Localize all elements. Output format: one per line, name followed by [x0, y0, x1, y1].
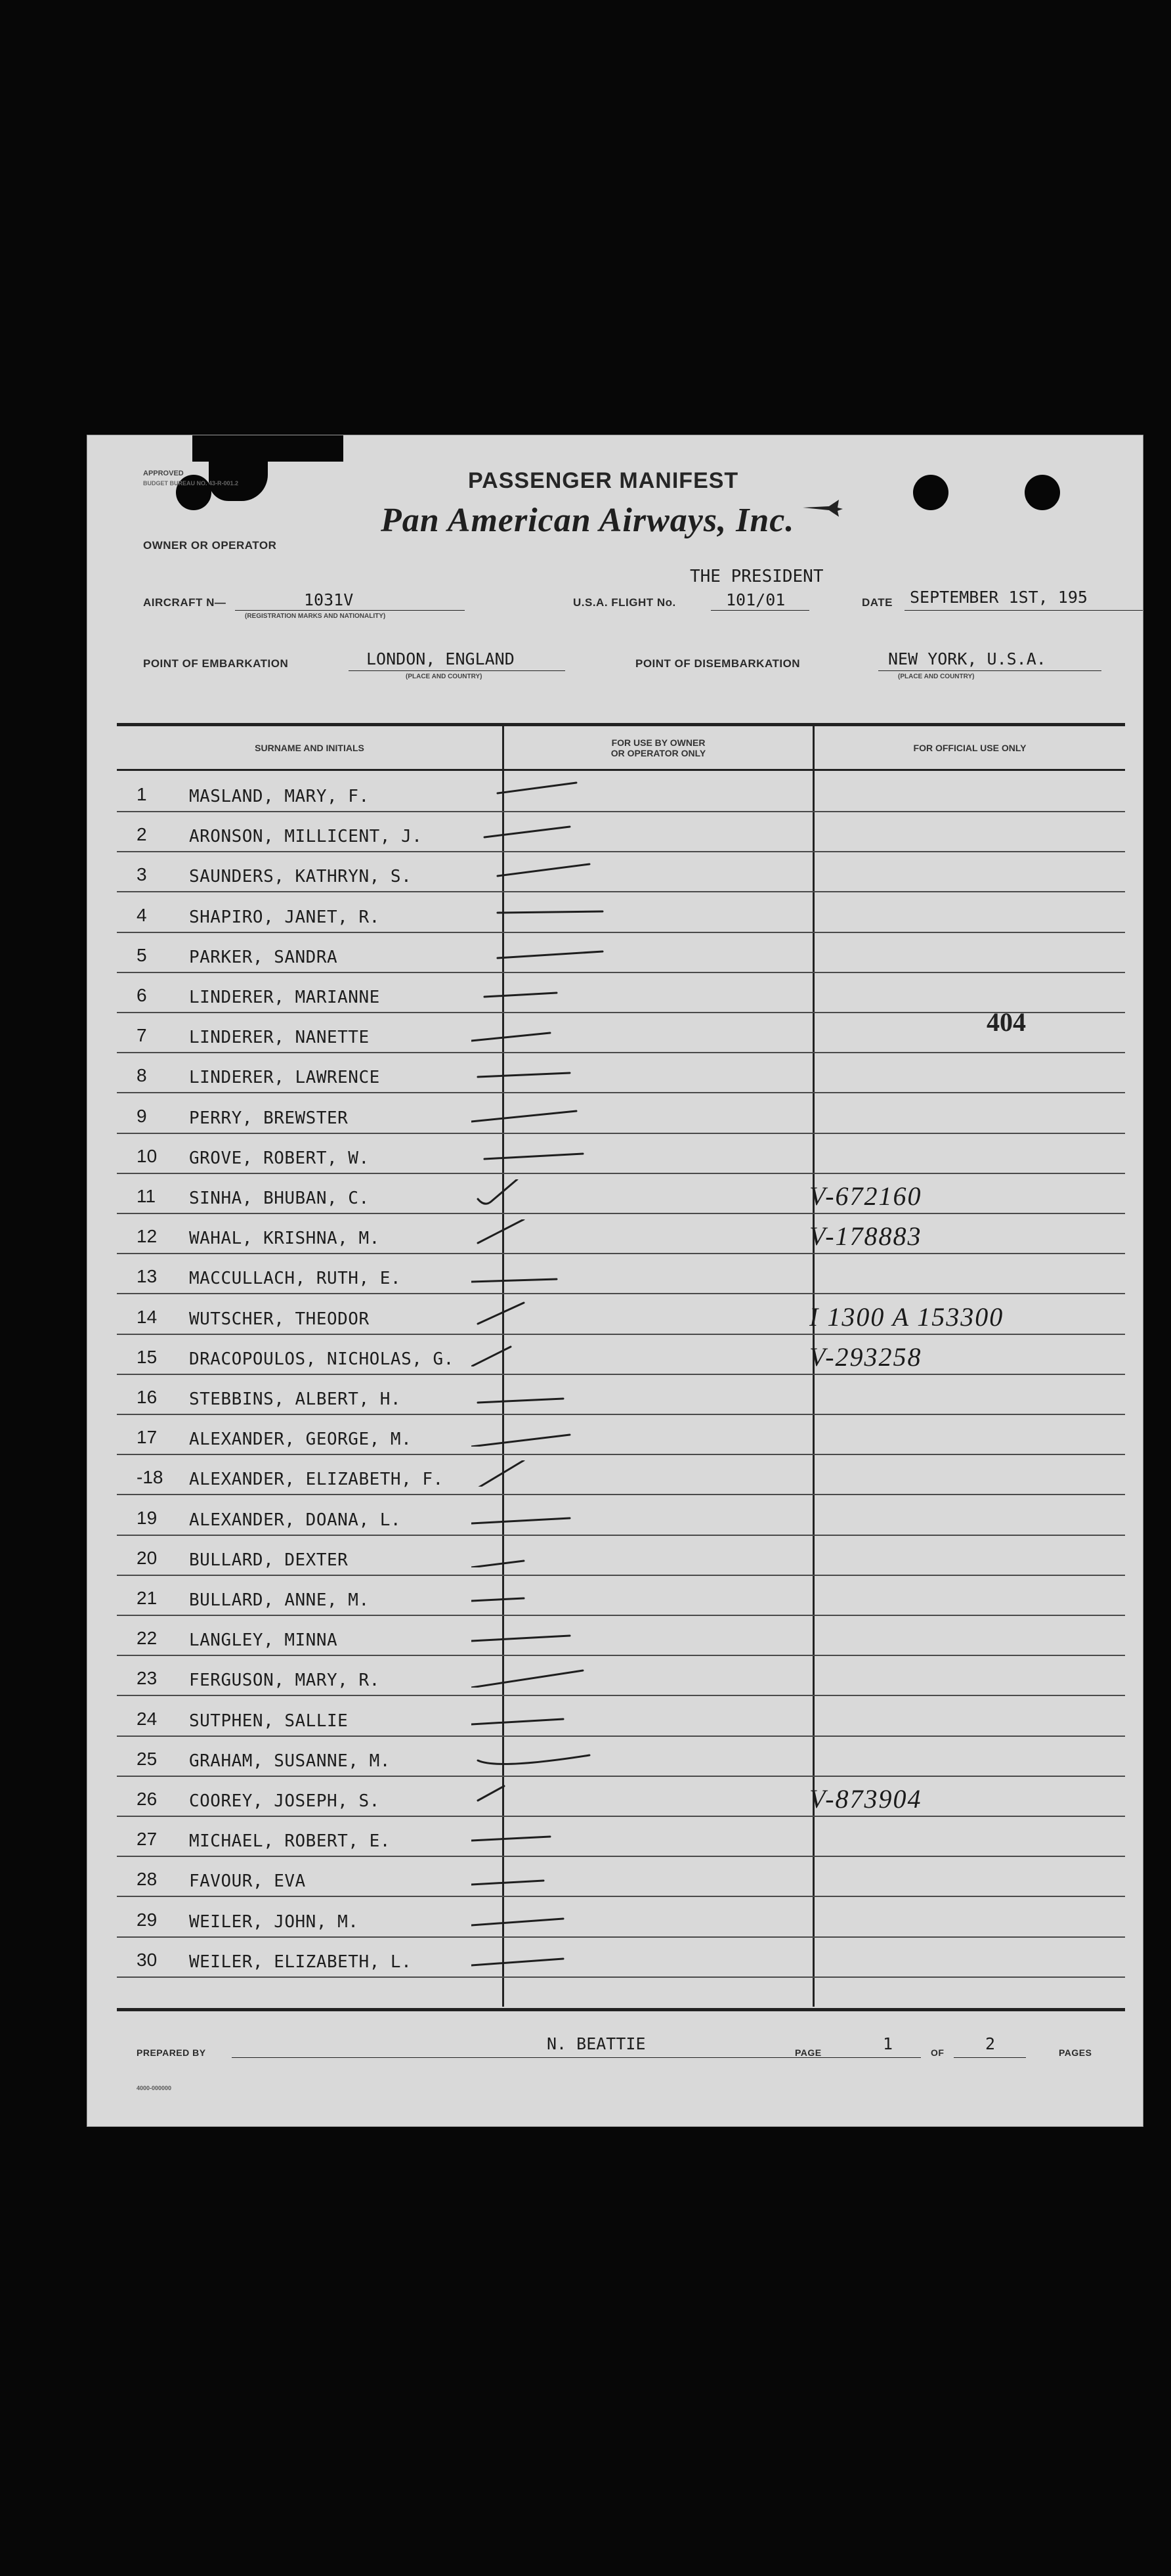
embarkation-underline: [349, 670, 565, 671]
aircraft-label: AIRCRAFT N—: [143, 596, 226, 609]
passenger-row: [117, 1455, 1125, 1495]
disembarkation-sub: (PLACE AND COUNTRY): [898, 673, 975, 680]
col-header-official: FOR OFFICIAL USE ONLY: [913, 743, 1027, 753]
passenger-name: PARKER, SANDRA: [189, 947, 338, 967]
row-number: 10: [137, 1145, 158, 1166]
tick-mark: [471, 1822, 629, 1848]
tick-mark: [471, 1059, 629, 1085]
row-number: 6: [137, 985, 147, 1005]
flight-underline: [711, 610, 809, 611]
passenger-row: [117, 1094, 1125, 1134]
of-label: OF: [931, 2047, 945, 2058]
tick-mark: [471, 858, 629, 884]
tick-mark: [471, 898, 629, 925]
tick-mark: [471, 1099, 629, 1125]
row-number: 14: [137, 1306, 158, 1327]
passenger-row: [117, 1656, 1125, 1696]
passenger-row: [117, 852, 1125, 892]
tick-mark: [471, 1179, 629, 1206]
punch-hole: [1025, 475, 1060, 510]
passenger-name: BULLARD, DEXTER: [189, 1550, 349, 1570]
tick-mark: [471, 1541, 629, 1567]
aircraft-sub: (REGISTRATION MARKS AND NATIONALITY): [245, 613, 386, 620]
passenger-row: [117, 1857, 1125, 1897]
row-number: 24: [137, 1708, 158, 1729]
row-number: 29: [137, 1909, 158, 1930]
row-number: 27: [137, 1829, 158, 1850]
row-number: -18: [137, 1467, 163, 1488]
of-underline: [954, 2057, 1026, 2058]
of-value: 2: [985, 2034, 996, 2053]
passenger-row: [117, 1616, 1125, 1656]
row-number: 3: [137, 864, 147, 885]
stamp-number: 404: [987, 1007, 1026, 1037]
tick-mark: [471, 777, 629, 804]
page-label: PAGE: [795, 2047, 822, 2058]
passenger-row: [117, 1335, 1125, 1375]
embarkation-sub: (PLACE AND COUNTRY): [406, 673, 482, 680]
passenger-name: WUTSCHER, THEODOR: [189, 1309, 370, 1329]
passenger-row: [117, 1053, 1125, 1093]
passenger-row: [117, 1134, 1125, 1174]
airplane-icon: [799, 494, 845, 521]
official-entry: I 1300 A 153300: [809, 1301, 1004, 1332]
tick-mark: [471, 1420, 629, 1447]
passenger-name: MICHAEL, ROBERT, E.: [189, 1831, 391, 1852]
embarkation-label: POINT OF EMBARKATION: [143, 657, 289, 670]
passenger-row: [117, 1415, 1125, 1455]
passenger-row: [117, 1174, 1125, 1214]
approved-note: BUDGET BUREAU NO. 43-R-001.2: [143, 480, 239, 487]
row-number: 23: [137, 1668, 158, 1689]
row-number: 15: [137, 1346, 158, 1367]
row-number: 22: [137, 1628, 158, 1649]
official-entry: V-293258: [809, 1342, 922, 1372]
passenger-row: [117, 973, 1125, 1013]
pages-label: PAGES: [1059, 2047, 1092, 2058]
table-top-rule: [117, 723, 1125, 726]
passenger-name: WAHAL, KRISHNA, M.: [189, 1229, 380, 1249]
flight-name: THE PRESIDENT: [690, 567, 824, 586]
row-number: 16: [137, 1387, 158, 1407]
torn-corner: [209, 455, 268, 501]
passenger-row: [117, 772, 1125, 812]
tick-mark: [471, 1300, 629, 1326]
passenger-name: ALEXANDER, GEORGE, M.: [189, 1430, 412, 1450]
row-number: 9: [137, 1105, 147, 1126]
aircraft-underline: [235, 610, 465, 611]
row-number: 26: [137, 1789, 158, 1809]
passenger-name: SINHA, BHUBAN, C.: [189, 1189, 370, 1208]
embarkation-value: LONDON, ENGLAND: [366, 649, 515, 668]
page-underline: [829, 2057, 921, 2058]
tick-mark: [471, 1943, 629, 1969]
passenger-name: ALEXANDER, DOANA, L.: [189, 1510, 402, 1530]
passenger-row: [117, 893, 1125, 933]
passenger-row: [117, 1375, 1125, 1415]
passenger-row: [117, 1496, 1125, 1536]
row-number: 21: [137, 1588, 158, 1608]
row-number: 8: [137, 1065, 147, 1086]
row-number: 1: [137, 784, 147, 804]
passenger-row: [117, 1938, 1125, 1978]
disembarkation-label: POINT OF DISEMBARKATION: [635, 657, 801, 670]
passenger-name: LINDERER, MARIANNE: [189, 988, 380, 1007]
passenger-name: ARONSON, MILLICENT, J.: [189, 827, 423, 847]
passenger-row: [117, 1817, 1125, 1857]
passenger-name: LINDERER, NANETTE: [189, 1028, 370, 1048]
passenger-name: LINDERER, LAWRENCE: [189, 1068, 380, 1088]
row-number: 28: [137, 1869, 158, 1890]
tick-mark: [471, 1862, 629, 1888]
date-value: SEPTEMBER 1ST, 195: [910, 588, 1088, 607]
page-value: 1: [883, 2034, 893, 2053]
passenger-name: MASLAND, MARY, F.: [189, 787, 370, 806]
flight-label: U.S.A. FLIGHT No.: [573, 596, 676, 609]
row-number: 7: [137, 1025, 147, 1046]
tick-mark: [471, 1621, 629, 1648]
page-title: PASSENGER MANIFEST: [468, 468, 739, 493]
tick-mark: [471, 1742, 629, 1768]
passenger-name: COOREY, JOSEPH, S.: [189, 1791, 380, 1811]
row-number: 5: [137, 944, 147, 965]
table-bottom-rule: [117, 2008, 1125, 2011]
tick-mark: [471, 1702, 629, 1728]
company-name: Pan American Airways, Inc.: [381, 502, 795, 539]
form-code: 4000-000000: [137, 2085, 172, 2091]
col-header-owner-line2: OR OPERATOR ONLY: [610, 748, 706, 758]
passenger-name: FAVOUR, EVA: [189, 1871, 306, 1892]
row-number: 20: [137, 1547, 158, 1568]
passenger-row: [117, 812, 1125, 852]
passenger-name: MACCULLACH, RUTH, E.: [189, 1269, 402, 1289]
owner-label: OWNER OR OPERATOR: [143, 539, 277, 552]
date-underline: [905, 610, 1143, 611]
row-rule: [117, 1976, 1125, 1978]
disembarkation-underline: [878, 670, 1101, 671]
prepared-label: PREPARED BY: [137, 2047, 206, 2058]
passenger-row: [117, 1737, 1125, 1777]
col-header-owner: [504, 737, 813, 758]
aircraft-value: 1031V: [304, 590, 354, 609]
official-entry: V-873904: [809, 1784, 922, 1814]
passenger-row: [117, 1536, 1125, 1576]
approved-stamp: APPROVED: [143, 469, 184, 477]
header-rule: [117, 769, 1125, 771]
tick-mark: [471, 1661, 629, 1688]
tick-mark: [471, 1018, 629, 1045]
passenger-name: GROVE, ROBERT, W.: [189, 1148, 370, 1168]
passenger-row: [117, 1576, 1125, 1616]
tick-mark: [471, 1259, 629, 1286]
row-number: 11: [137, 1186, 156, 1206]
official-entry: V-672160: [809, 1181, 922, 1211]
row-number: 4: [137, 904, 147, 925]
passenger-name: ALEXANDER, ELIZABETH, F.: [189, 1470, 444, 1490]
tick-mark: [471, 1903, 629, 1929]
passenger-name: GRAHAM, SUSANNE, M.: [189, 1751, 391, 1771]
tick-mark: [471, 938, 629, 965]
tick-mark: [471, 1139, 629, 1166]
passenger-row: [117, 1254, 1125, 1294]
col-header-name: SURNAME AND INITIALS: [255, 743, 364, 753]
date-label: DATE: [862, 596, 893, 609]
row-number: 30: [137, 1949, 158, 1970]
tick-mark: [471, 1581, 629, 1607]
passenger-name: DRACOPOULOS, NICHOLAS, G.: [189, 1349, 454, 1369]
tick-mark: [471, 978, 629, 1005]
tick-mark: [471, 1340, 629, 1366]
passenger-row: [117, 1295, 1125, 1335]
tick-mark: [471, 1782, 629, 1808]
tick-mark: [471, 1380, 629, 1407]
passenger-name: LANGLEY, MINNA: [189, 1630, 338, 1651]
row-number: 2: [137, 824, 147, 845]
passenger-name: STEBBINS, ALBERT, H.: [189, 1389, 402, 1409]
passenger-row: [117, 1898, 1125, 1938]
flight-value: 101/01: [726, 590, 786, 609]
passenger-row: [117, 933, 1125, 973]
tick-mark: [471, 818, 629, 844]
disembarkation-value: NEW YORK, U.S.A.: [888, 649, 1046, 668]
prepared-underline: [232, 2057, 878, 2058]
passenger-row: [117, 1013, 1125, 1053]
row-number: 12: [137, 1226, 158, 1247]
official-entry: V-178883: [809, 1221, 922, 1252]
passenger-name: WEILER, JOHN, M.: [189, 1911, 359, 1932]
prepared-value: N. BEATTIE: [547, 2034, 646, 2053]
tick-mark: [471, 1501, 629, 1527]
row-number: 13: [137, 1266, 158, 1287]
row-number: 17: [137, 1427, 158, 1448]
passenger-name: SHAPIRO, JANET, R.: [189, 907, 380, 927]
row-number: 19: [137, 1507, 158, 1528]
tick-mark: [471, 1460, 629, 1487]
tick-mark: [471, 1219, 629, 1246]
passenger-name: FERGUSON, MARY, R.: [189, 1670, 380, 1691]
passenger-row: [117, 1777, 1125, 1817]
passenger-name: WEILER, ELIZABETH, L.: [189, 1952, 412, 1972]
passenger-name: BULLARD, ANNE, M.: [189, 1590, 370, 1610]
passenger-row: [117, 1214, 1125, 1254]
passenger-name: PERRY, BREWSTER: [189, 1108, 349, 1128]
passenger-name: SAUNDERS, KATHRYN, S.: [189, 867, 412, 887]
passenger-name: SUTPHEN, SALLIE: [189, 1711, 349, 1731]
manifest-sheet: [87, 435, 1143, 2127]
passenger-row: [117, 1697, 1125, 1737]
punch-hole: [913, 475, 948, 510]
col-header-owner-line1: FOR USE BY OWNER: [611, 737, 706, 748]
row-number: 25: [137, 1748, 158, 1769]
